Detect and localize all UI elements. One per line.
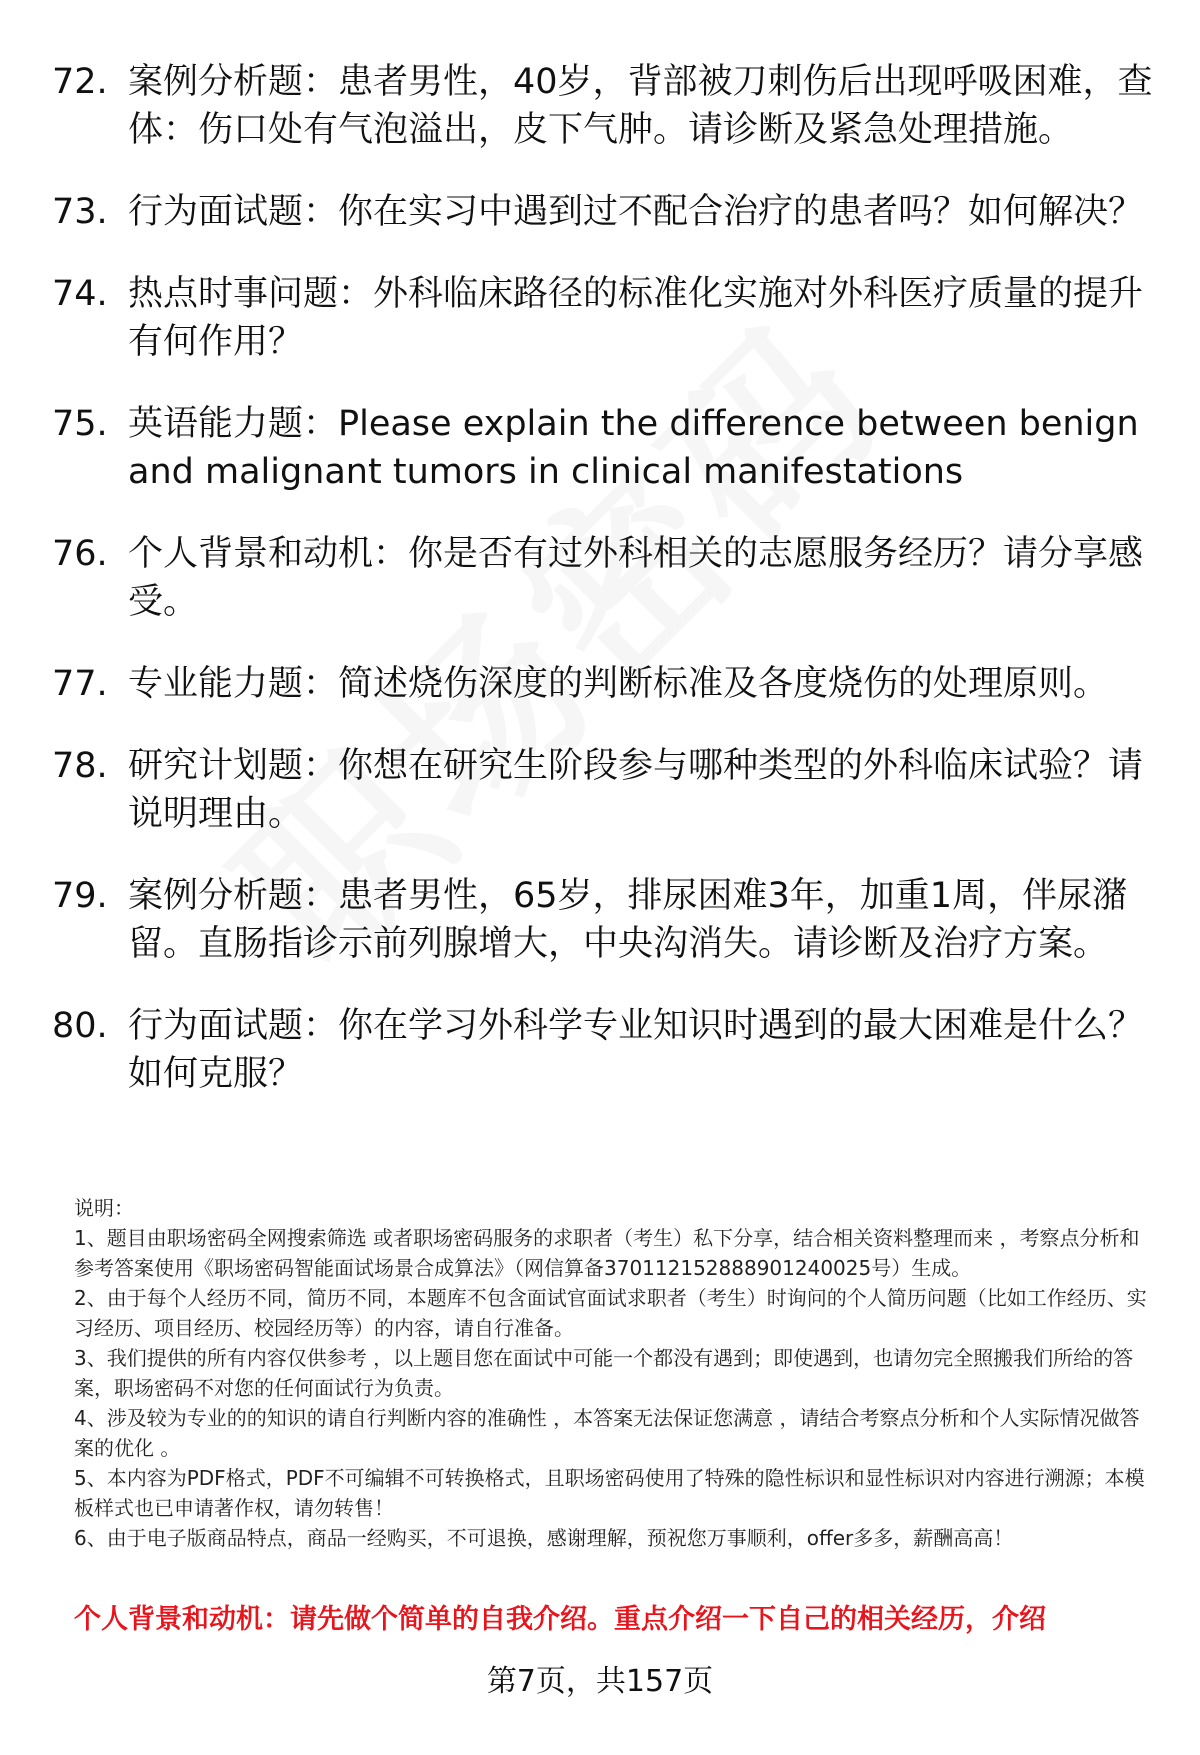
note-item: 3、我们提供的所有内容仅供参考 ，以上题目您在面试中可能一个都没有遇到；即使遇到，也请勿完全照搬我们所给的答案，职场密码不对您的任何面试行为负责。 — [74, 1346, 1134, 1400]
question-list — [52, 58, 1162, 1132]
note-item: 4、涉及较为专业的的知识的请自行判断内容的准确性 ，本答案无法保证您满意 ，请结合考察点分析和个人实际情况做答案的优化 。 — [74, 1406, 1140, 1460]
question-number: 80. — [52, 1006, 108, 1046]
question-text: 行为面试题：你在学习外科学专业知识时遇到的最大困难是什么？如何克服？ — [128, 1006, 1144, 1094]
notes-section — [74, 1193, 1154, 1553]
question-item — [52, 400, 1162, 496]
page-number: 第7页，共157页 — [486, 1664, 714, 1699]
question-number: 72. — [52, 62, 108, 102]
question-number: 75. — [52, 404, 108, 444]
question-number: 73. — [52, 192, 108, 232]
note-item: 6、由于电子版商品特点，商品一经购买，不可退换，感谢理解，预祝您万事顺利，offer多多，薪酬高高！ — [74, 1526, 1014, 1550]
question-text: 英语能力题：Please explain the difference between benign and malignant tumors in clinical manifestations — [128, 404, 1139, 492]
question-text: 研究计划题：你想在研究生阶段参与哪种类型的外科临床试验？请说明理由。 — [128, 746, 1144, 834]
notes-heading: 说明： — [74, 1196, 134, 1220]
question-item — [52, 530, 1162, 626]
question-number: 78. — [52, 746, 108, 786]
question-item — [52, 270, 1162, 366]
question-text: 个人背景和动机：你是否有过外科相关的志愿服务经历？请分享感受。 — [128, 534, 1144, 622]
question-item — [52, 742, 1162, 838]
question-number: 74. — [52, 274, 108, 314]
note-item: 2、由于每个人经历不同，简历不同，本题库不包含面试官面试求职者（考生）时询问的个人简历问题（比如工作经历、实习经历、项目经历、校园经历等）的内容，请自行准备。 — [74, 1286, 1147, 1340]
question-number: 79. — [52, 876, 108, 916]
question-item — [52, 872, 1162, 968]
note-item: 1、题目由职场密码全网搜索筛选 或者职场密码服务的求职者（考生）私下分享，结合相关资料整理而来 ，考察点分析和参考答案使用《职场密码智能面试场景合成算法》（网信算备370112152888901240025号）生成。 — [74, 1226, 1140, 1280]
question-item — [52, 188, 1162, 236]
question-item — [52, 58, 1162, 154]
question-text: 行为面试题：你在实习中遇到过不配合治疗的患者吗？如何解决？ — [128, 192, 1144, 232]
question-item — [52, 660, 1162, 708]
question-text: 热点时事问题：外科临床路径的标准化实施对外科医疗质量的提升有何作用？ — [128, 274, 1144, 362]
question-text: 专业能力题：简述烧伤深度的判断标准及各度烧伤的处理原则。 — [128, 664, 1109, 704]
question-number: 76. — [52, 534, 108, 574]
question-text: 案例分析题：患者男性，40岁，背部被刀刺伤后出现呼吸困难，查体：伤口处有气泡溢出，皮下气肿。请诊断及紧急处理措施。 — [128, 62, 1153, 150]
question-item — [52, 1002, 1162, 1098]
question-text: 案例分析题：患者男性，65岁，排尿困难3年，加重1周，伴尿潴留。直肠指诊示前列腺增大，中央沟消失。请诊断及治疗方案。 — [128, 876, 1128, 964]
note-item: 5、本内容为PDF格式，PDF不可编辑不可转换格式，且职场密码使用了特殊的隐性标识和显性标识对内容进行溯源；本模板样式也已申请著作权，请勿转售！ — [74, 1466, 1145, 1520]
question-number: 77. — [52, 664, 108, 704]
next-question-teaser: 个人背景和动机：请先做个简单的自我介绍。重点介绍一下自己的相关经历，介绍 — [74, 1604, 1046, 1635]
